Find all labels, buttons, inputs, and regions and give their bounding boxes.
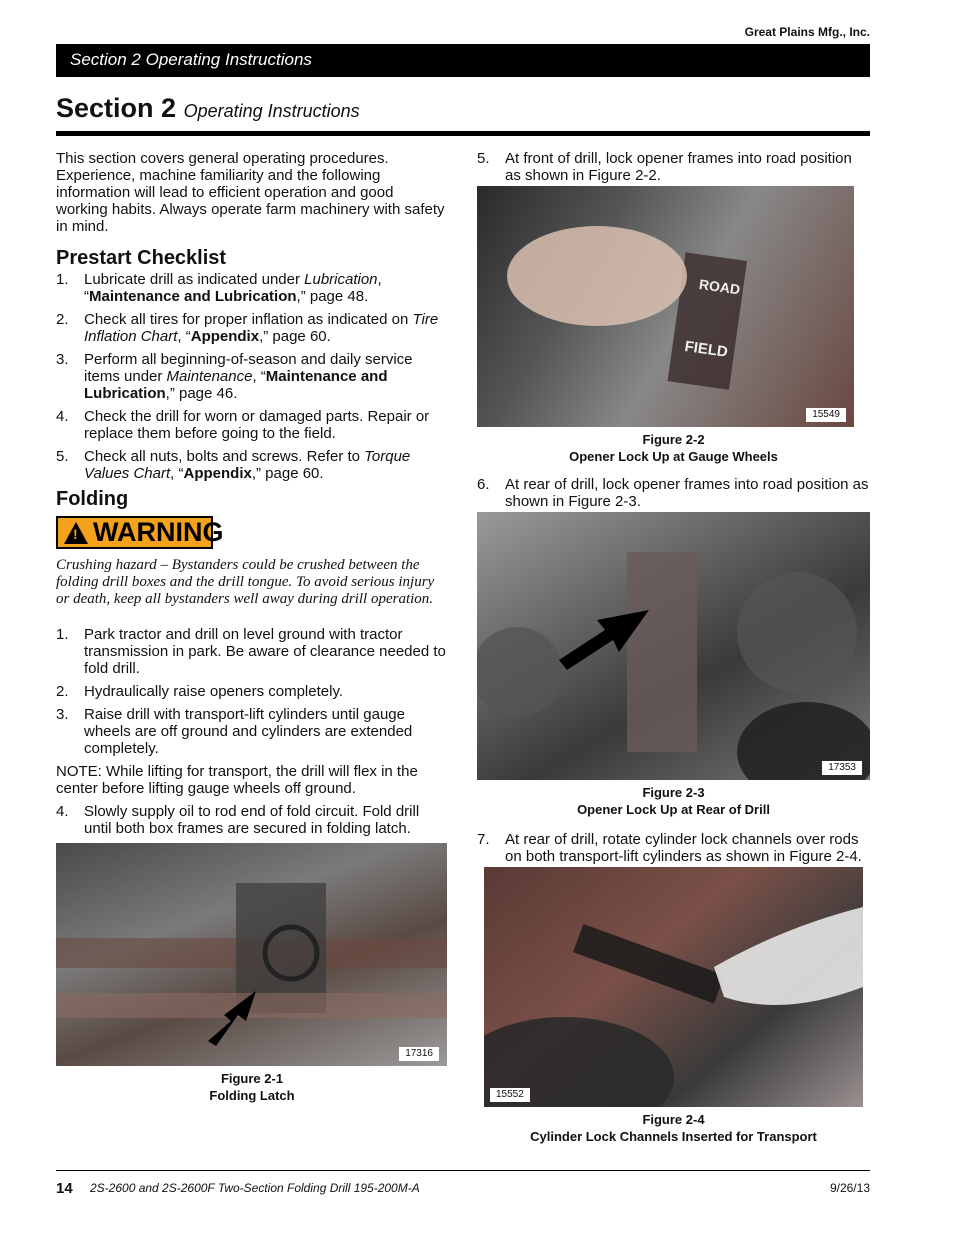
photo-number: 17316 [399, 1047, 439, 1061]
list-item: 2. Hydraulically raise openers completely. [56, 683, 343, 700]
photo-number: 17353 [822, 761, 862, 775]
prestart-list [56, 271, 448, 482]
svg-text:ROAD: ROAD [698, 275, 742, 298]
list-item: 2. Check all tires for proper inflation as indicated on Tire Inflation Chart, “Appendix,” page 60. [56, 311, 439, 345]
gauge-wheel-illustration [477, 186, 854, 427]
rear-opener-illustration [477, 512, 870, 780]
folding-list-b [56, 803, 448, 837]
folding-list-a [56, 626, 448, 757]
right-column [477, 150, 870, 1145]
footer-date: 9/26/13 [829, 1181, 870, 1195]
note: NOTE: While lifting for transport, the drill will flex in the center before lifting gauge wheels off ground. [56, 763, 418, 797]
cylinder-lock-illustration [484, 867, 863, 1107]
page-title [56, 93, 360, 124]
list-item: 3. Perform all beginning-of-season and daily service items under Maintenance, “Maintenance and Lubrication,” page 46. [56, 351, 413, 402]
list-item: 4. Check the drill for worn or damaged parts. Repair or replace them before going to the field. [56, 408, 430, 442]
page-number: 14 [56, 1180, 73, 1197]
section-header-bar: Section 2 Operating Instructions [56, 44, 870, 77]
prestart-heading: Prestart Checklist [56, 247, 227, 269]
list-item: 1. Lubricate drill as indicated under Lubrication, “Maintenance and Lubrication,” page 48. [56, 271, 382, 305]
title-rule [56, 131, 870, 136]
list-item: 5. At front of drill, lock opener frames into road position as shown in Figure 2-2. [477, 150, 852, 184]
hazard-text: Crushing hazard – Bystanders could be crushed between the folding drill boxes and the drill tongue. To avoid serious injury or death, keep all bystanders well away during drill operation. [56, 557, 435, 607]
title-main: Section 2 [56, 93, 177, 123]
list-item: 4. Slowly supply oil to rod end of fold circuit. Fold drill until both box frames are secured in folding latch. [56, 803, 420, 837]
folding-latch-illustration [56, 843, 447, 1066]
list-item: 6. At rear of drill, lock opener frames into road position as shown in Figure 2-3. [477, 476, 869, 510]
figure-2-1-photo [56, 843, 447, 1066]
intro-paragraph: This section covers general operating procedures. Experience, machine familiarity and the following information will lead to efficient operation and good working habits. Always operate farm machinery with safety in mind. [56, 150, 445, 235]
company-name: Great Plains Mfg., Inc. [744, 25, 870, 39]
photo-number: 15549 [806, 408, 846, 422]
figure-2-2-caption: Figure 2-2 Opener Lock Up at Gauge Wheels [569, 432, 778, 464]
title-sub: Operating Instructions [183, 101, 360, 121]
step-6 [477, 476, 870, 510]
footer-document: 2S-2600 and 2S-2600F Two-Section Folding Drill 195-200M-A [90, 1181, 420, 1195]
figure-2-4-photo [484, 867, 863, 1107]
list-item: 3. Raise drill with transport-lift cylinders until gauge wheels are off ground and cylinders are extended completely. [56, 706, 413, 757]
warning-label [56, 516, 224, 549]
figure-2-4-caption: Figure 2-4 Cylinder Lock Channels Inserted for Transport [530, 1112, 817, 1144]
folding-heading: Folding [56, 488, 129, 510]
step-5 [477, 150, 870, 184]
left-column [56, 150, 448, 1104]
figure-2-2-photo [477, 186, 854, 427]
footer-rule [56, 1170, 870, 1171]
list-item: 5. Check all nuts, bolts and screws. Refer to Torque Values Chart, “Appendix,” page 60. [56, 448, 411, 482]
figure-2-1-caption: Figure 2-1 Folding Latch [209, 1071, 295, 1103]
warning-word: WARNING [93, 517, 224, 547]
warning-triangle-icon: ! [64, 522, 88, 544]
svg-text:FIELD: FIELD [683, 337, 729, 361]
figure-2-3-caption: Figure 2-3 Opener Lock Up at Rear of Drill [577, 785, 770, 817]
step-7 [477, 831, 870, 865]
photo-number: 15552 [490, 1088, 530, 1102]
list-item: 1. Park tractor and drill on level ground with tractor transmission in park. Be aware of clearance needed to fold drill. [56, 626, 446, 677]
figure-2-3-photo [477, 512, 870, 780]
list-item: 7. At rear of drill, rotate cylinder lock channels over rods on both transport-lift cylinders as shown in Figure 2-4. [477, 831, 862, 865]
